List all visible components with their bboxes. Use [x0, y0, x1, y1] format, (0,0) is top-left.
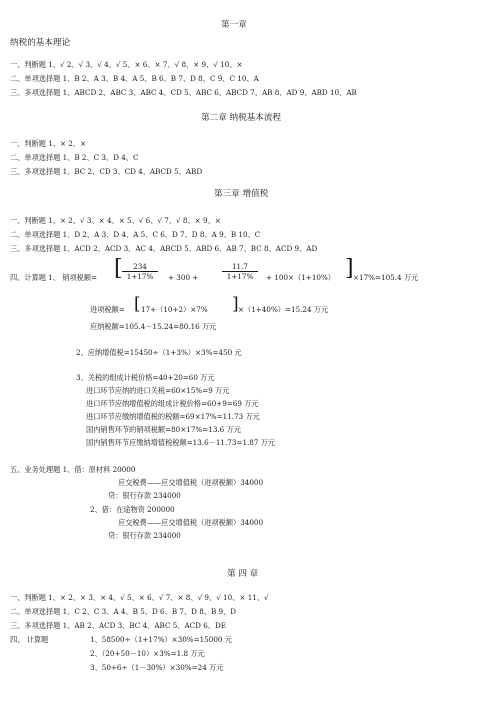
- ch3-multiple-choice-answers: 三、多项选择题 1、ACD 2、ACD 3、AC 4、ABCD 5、ABD 6、AB 7、BC 8、ACD 9、AD: [10, 244, 318, 253]
- chapter-2-heading: 第二章 纳税基本流程: [201, 113, 282, 123]
- ch4-calc-3: 3、50+6÷（1－30%）×30%=24 万元: [90, 663, 224, 672]
- ch3-calc-3-line-1: 3、关税的组成计税价格=40+20=60 万元: [76, 373, 215, 382]
- business-entry-1-debit: 五、业务处理题 1、借：原材料 20000: [10, 465, 136, 474]
- tax-payable: 应纳税额=105.4－15.24=80.16 万元: [90, 322, 217, 331]
- ch4-true-false-answers: 一、判断题 1、× 2、× 3、× 4、√ 5、× 6、√ 7、× 8、√ 9、√ 10、× 11、√: [10, 593, 269, 602]
- fraction-2-numerator: 11.7: [231, 262, 248, 271]
- fraction-2: [222, 262, 258, 281]
- ch3-calc-3-line-6: 国内销售环节应缴纳增值税税额=13.6－11.73=1.87 万元: [86, 438, 276, 447]
- input-tax-right-bracket: ]: [232, 294, 239, 314]
- ch3-calc-3-line-4: 进口环节应缴纳增值税的税额=69×17%=11.73 万元: [86, 412, 260, 421]
- ch3-calc-2: 2、应纳增值税=15450÷（1+3%）×3%=450 元: [76, 348, 242, 357]
- business-entry-2-debit: 2、借：在途物资 200000: [90, 505, 175, 514]
- left-bracket: [: [114, 256, 123, 281]
- business-entry-1-vat: 应交税费——应交增值税（进项税额）34000: [118, 478, 264, 487]
- chapter-1-heading: 第一章: [221, 20, 247, 30]
- ch1-single-choice-answers: 二、单项选择题 1、B 2、A 3、B 4、A 5、B 6、B 7、D 8、C 9、C 10、A: [10, 74, 259, 83]
- chapter-1-title: 纳税的基本理论: [10, 38, 71, 48]
- ch3-calc-3-line-5: 国内销售环节的销项税额=80×17%=13.6 万元: [86, 425, 241, 434]
- ch3-calc-1-label: 四、计算题 1、 销项税额=: [10, 273, 98, 282]
- ch3-calc-3-line-2: 进口环节应纳的进口关税=60×15%=9 万元: [86, 386, 230, 395]
- input-tax-left-bracket: [: [134, 294, 141, 314]
- business-entry-2-credit: 贷：银行存款 234000: [108, 531, 181, 540]
- ch4-calc-label: 四、 计算题: [10, 635, 49, 644]
- fraction-2-denominator: 1+17%: [222, 271, 258, 281]
- ch4-calc-1: 1、58500÷（1+17%）×30%=15000 元: [90, 635, 232, 644]
- input-tax-label: 进项税额=: [90, 305, 125, 314]
- business-entry-1-credit: 贷：银行存款 234000: [108, 491, 181, 500]
- ch3-calc-3-line-3: 进口环节应纳增值税的组成计税价格=60+9=69 万元: [86, 399, 259, 408]
- ch4-calc-2: 2、（20+50－10）×3%=1.8 万元: [90, 649, 205, 658]
- ch1-multiple-choice-answers: 三、多项选择题 1、ABCD 2、ABC 3、ABC 4、CD 5、ABC 6、ABCD 7、AB 8、AD 9、ABD 10、AB: [10, 88, 357, 97]
- plus-300: + 300 +: [168, 273, 199, 282]
- ch3-single-choice-answers: 二、单项选择题 1、D 2、A 3、D 4、A 5、C 6、D 7、D 8、A 9、B 10、C: [10, 230, 261, 239]
- fraction-1: [122, 262, 158, 281]
- ch2-true-false-answers: 一、判断题 1、× 2、×: [10, 139, 87, 148]
- ch3-true-false-answers: 一、判断题 1、× 2、√ 3、× 4、× 5、√ 6、√ 7、√ 8、× 9、×: [10, 216, 221, 225]
- input-tax-tail: ×（1+40%）=15.24 万元: [238, 305, 329, 314]
- right-bracket: ]: [345, 256, 354, 281]
- fraction-1-denominator: 1+17%: [122, 271, 158, 281]
- chapter-3-heading: 第三章 增值税: [214, 189, 269, 199]
- chapter-4-heading: 第 四 章: [227, 569, 259, 579]
- ch2-single-choice-answers: 二、单项选择题 1、B 2、C 3、D 4、C: [10, 153, 139, 162]
- ch3-calc-1-result: ×17%=105.4 万元: [353, 273, 419, 282]
- ch1-true-false-answers: 一、判断题 1、√ 2、√ 3、√ 4、√ 5、× 6、× 7、√ 8、× 9、√ 10、×: [10, 60, 243, 69]
- plus-100-term: + 100×（1+10%）: [266, 273, 335, 282]
- input-tax-expression: 17+（10+2）×7%: [141, 305, 208, 314]
- business-entry-2-vat: 应交税费——应交增值税（进项税额）34000: [118, 518, 264, 527]
- ch2-multiple-choice-answers: 三、多项选择题 1、BC 2、CD 3、CD 4、ABCD 5、ABD: [10, 167, 203, 176]
- ch4-single-choice-answers: 二、单项选择题 1、C 2、C 3、A 4、B 5、D 6、B 7、D 8、B 9、D: [10, 607, 237, 616]
- fraction-1-numerator: 234: [133, 262, 147, 271]
- ch4-multiple-choice-answers: 三、多项选择题 1、AB 2、ACD 3、BC 4、ABC 5、ACD 6、DE: [10, 621, 226, 630]
